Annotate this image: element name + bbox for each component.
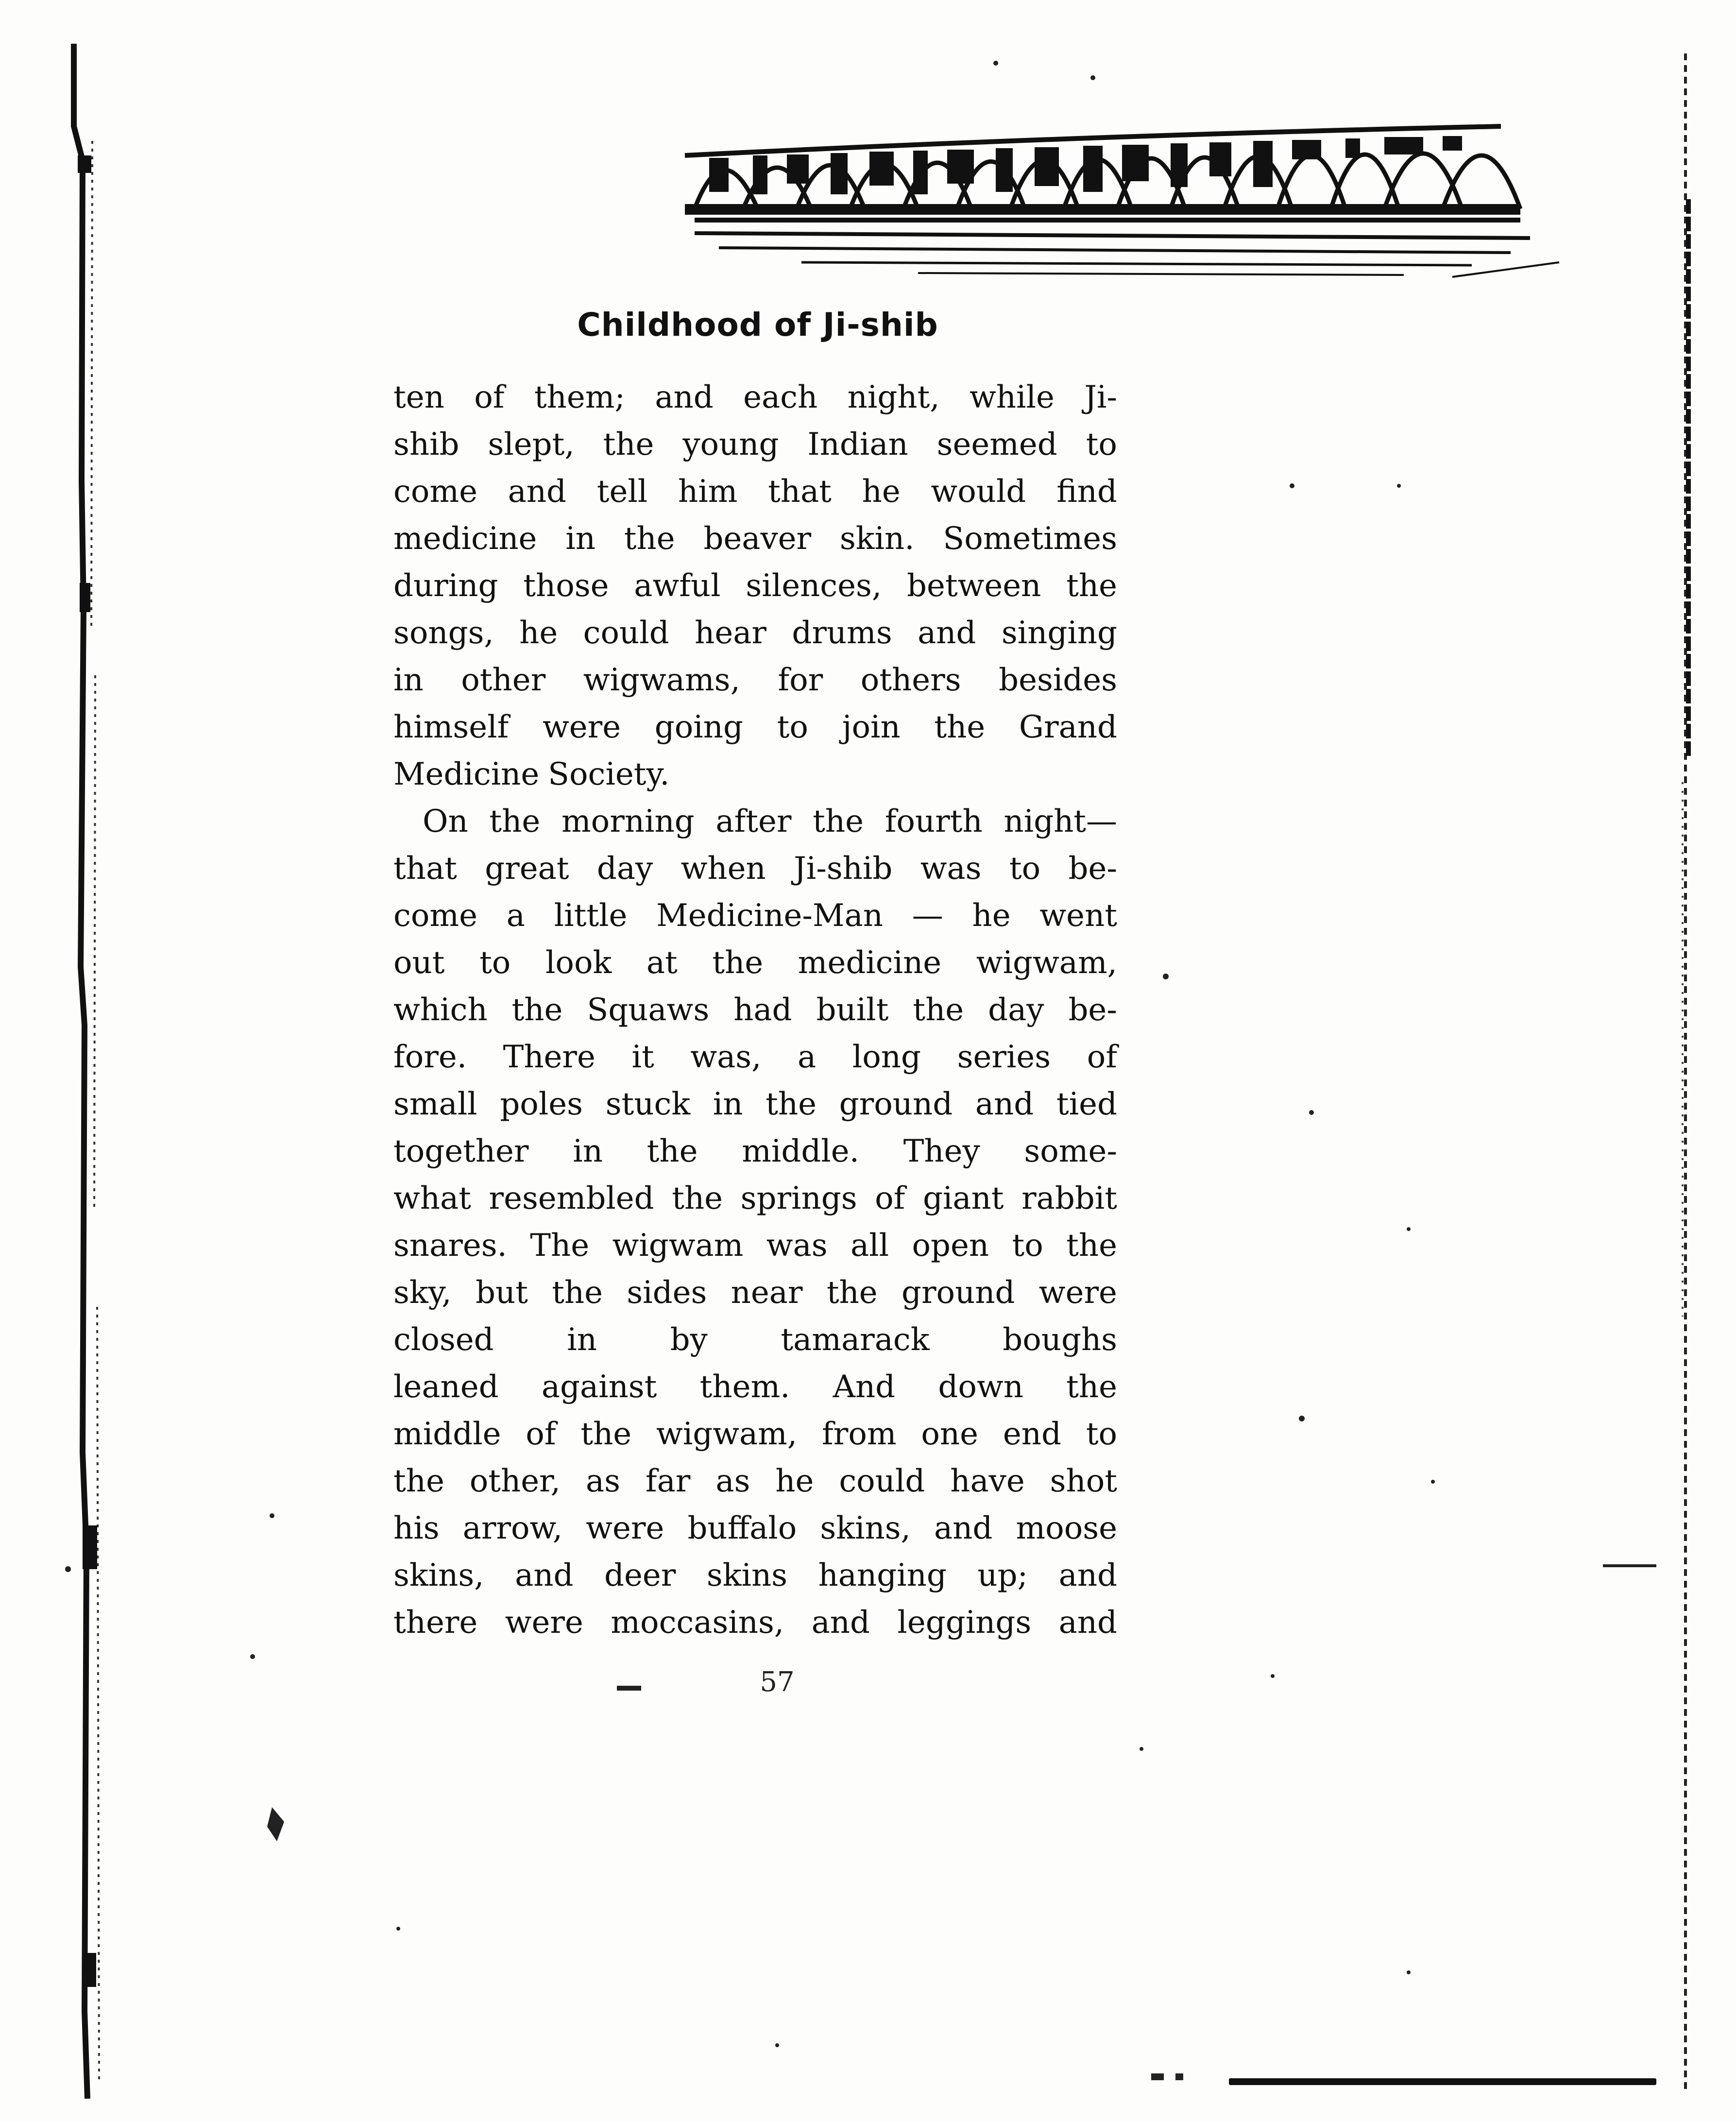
word: for [778,662,823,698]
word: the [603,427,654,462]
word: fore. [393,1039,467,1075]
word: sky, [393,1275,452,1311]
running-title: Childhood of Ji-shib [577,306,938,343]
word: and [515,1557,574,1593]
word: to [1012,1228,1043,1264]
word: Grand [1019,709,1117,745]
word: ground [839,1086,953,1122]
word: were [505,1605,583,1641]
word: of [474,379,505,415]
word: other [461,662,546,698]
word: and [811,1605,870,1641]
word: the [766,1086,817,1122]
word: shot [1050,1463,1117,1499]
word: in [573,1133,603,1169]
word: could [839,1463,925,1499]
word: the [580,1416,632,1452]
word: come [393,474,477,510]
word: against [541,1369,657,1405]
word: went [1039,898,1117,934]
word: between [907,568,1041,604]
word: but [475,1275,528,1311]
word: ten [393,379,444,415]
word: he [972,898,1011,934]
word: There [503,1039,596,1075]
word: out [393,945,445,981]
word: medicine [393,521,537,557]
word: when [681,851,766,887]
word: to [1086,1416,1117,1452]
word: of [1087,1039,1117,1075]
word: which [393,992,488,1028]
word: his [393,1510,440,1546]
word: built [816,992,889,1028]
word: be- [1068,992,1117,1028]
word: hanging [818,1557,947,1593]
word: They [903,1133,980,1169]
word: great [485,851,569,887]
word: awful [634,568,721,604]
word: in [713,1086,743,1122]
word: the [393,1463,444,1499]
word: and [508,474,566,510]
word: night, [847,379,940,415]
word: Ji- [1084,379,1117,415]
word: himself [393,709,509,745]
word: join [842,709,901,745]
word: moccasins, [611,1605,784,1641]
word: going [654,709,743,745]
word: he [862,474,901,510]
word: at [646,945,678,981]
word: snares. [393,1228,507,1264]
word: them. [699,1369,790,1405]
word: middle. [742,1133,859,1169]
word: that [768,474,832,510]
word: have [950,1463,1025,1499]
word: Medicine-Man [656,898,883,934]
word: some- [1024,1133,1117,1169]
word: in [393,662,424,698]
word: the [1066,568,1117,604]
word: morning [561,804,695,839]
word: up; [977,1557,1028,1593]
word: it [631,1039,654,1075]
word: wigwam, [976,945,1117,981]
word: skins, [393,1557,484,1593]
word: moose [1016,1510,1117,1546]
word: that [393,851,457,887]
word: resembled [489,1181,654,1216]
word: as [585,1463,620,1499]
word: rabbit [1021,1181,1117,1216]
word: besides [999,662,1117,698]
word: the [1066,1369,1117,1405]
word: springs [740,1181,857,1216]
word: was [766,1228,828,1264]
word: during [393,568,498,604]
word: could [583,615,669,651]
word: arrow, [462,1510,563,1546]
word: the [1066,1228,1117,1264]
word: On [423,804,468,839]
word: wigwam, [656,1416,798,1452]
word: long [852,1039,921,1075]
word: and [1058,1605,1117,1641]
word: be- [1068,851,1117,887]
word: Squaws [587,992,710,1028]
word: of [875,1181,905,1216]
word: what [393,1181,471,1216]
word: and [934,1510,993,1546]
word: look [545,945,612,981]
word: series [957,1039,1051,1075]
word: slept, [488,427,575,462]
word: giant [922,1181,1004,1216]
word: and [975,1086,1034,1122]
word: Sometimes [943,521,1117,557]
word: buffalo [687,1510,797,1546]
word: and [918,615,976,651]
word: — [912,898,943,934]
word: songs, [393,615,494,651]
word: night— [1004,804,1117,839]
word: to [1086,427,1117,462]
word: and [1058,1557,1117,1593]
word: end [1003,1416,1061,1452]
word: the [813,804,864,839]
word: them; [534,379,625,415]
word: shib [393,427,460,462]
word: the [552,1275,603,1311]
word: ground [901,1275,1015,1311]
word: a [506,898,525,934]
word: him [678,474,738,510]
word: there [393,1605,478,1641]
word: the [624,521,675,557]
word: beaver [703,521,812,557]
word: by [670,1322,708,1358]
word: skins [706,1557,787,1593]
word: down [938,1369,1023,1405]
word: after [715,804,792,839]
word: boughs [1003,1322,1117,1358]
word: had [733,992,792,1028]
word: drums [792,615,892,651]
word: silences, [746,568,882,604]
word: each [743,379,818,415]
word: were [1038,1275,1117,1311]
word: would [931,474,1026,510]
word: was, [690,1039,762,1075]
word: poles [500,1086,583,1122]
word: fourth [885,804,983,839]
word: to [1009,851,1041,887]
word: skin. [839,521,915,557]
word: Medicine [393,756,540,792]
word: the [934,709,986,745]
word: open [912,1228,989,1264]
word: little [554,898,628,934]
word: a [798,1039,817,1075]
word: young [682,427,779,462]
word: wigwam [612,1228,744,1264]
page-number: 57 [760,1666,795,1698]
word: all [850,1228,889,1264]
word: medicine [798,945,942,981]
word: small [393,1086,477,1122]
word: was [920,851,982,887]
word: The [530,1228,590,1264]
word: singing [1001,615,1117,651]
word: find [1056,474,1117,510]
word: deer [604,1557,676,1593]
word: Society. [548,756,670,792]
word: the [511,992,563,1028]
word: stuck [605,1086,691,1122]
word: of [526,1416,556,1452]
word: he [775,1463,814,1499]
word: come [393,898,477,934]
word: Ji-shib [794,851,893,887]
word: from [822,1416,897,1452]
word: those [523,568,609,604]
word: together [393,1133,529,1169]
word: he [519,615,558,651]
word: other, [469,1463,561,1499]
word: leggings [897,1605,1032,1641]
word: others [860,662,961,698]
word: while [970,379,1055,415]
word: Indian [807,427,908,462]
word: to [479,945,511,981]
word: middle [393,1416,501,1452]
word: one [921,1416,978,1452]
word: closed [393,1322,494,1358]
word: to [777,709,808,745]
word: day [988,992,1044,1028]
word: day [596,851,653,887]
word: in [567,1322,597,1358]
word: were [586,1510,664,1546]
word: the [712,945,764,981]
word: far [645,1463,691,1499]
word: tell [596,474,648,510]
word: the [913,992,964,1028]
word: seemed [936,427,1057,462]
word: And [833,1369,896,1405]
word: the [826,1275,878,1311]
word: sides [627,1275,707,1311]
word: near [731,1275,803,1311]
word: the [647,1133,698,1169]
word: wigwams, [583,662,740,698]
word: as [715,1463,750,1499]
word: hear [695,615,766,651]
word: were [542,709,621,745]
word: leaned [393,1369,499,1405]
word: in [565,521,596,557]
word: the [672,1181,723,1216]
word: tied [1056,1086,1117,1122]
word: the [489,804,541,839]
word: skins, [820,1510,911,1546]
word: tamarack [781,1322,930,1358]
word: and [655,379,714,415]
